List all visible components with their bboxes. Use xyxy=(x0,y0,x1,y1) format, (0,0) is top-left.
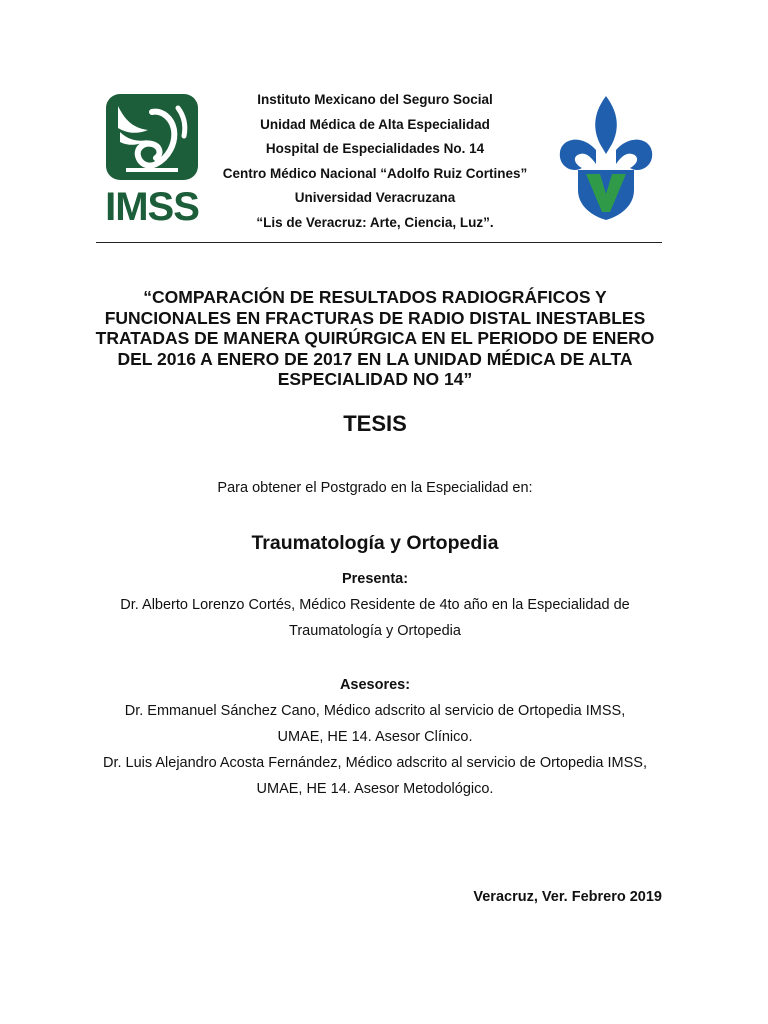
asesores-heading: Asesores: xyxy=(339,677,411,693)
place-date: Veracruz, Ver. Febrero 2019 xyxy=(473,889,662,905)
asesor-line: Dr. Luis Alejandro Acosta Fernández, Médico adscrito al servicio de Ortopedia IMSS, xyxy=(102,755,648,771)
institution-header xyxy=(200,88,550,235)
presenta-line: Traumatología y Ortopedia xyxy=(289,623,461,639)
uv-logo xyxy=(556,94,656,222)
thesis-title xyxy=(80,287,670,390)
title-line: TRATADAS DE MANERA QUIRÚRGICA EN EL PERIODO DE ENERO xyxy=(95,328,655,348)
header-line: Instituto Mexicano del Seguro Social xyxy=(257,92,493,107)
asesor-line: UMAE, HE 14. Asesor Clínico. xyxy=(277,729,473,745)
specialty-name: Traumatología y Ortopedia xyxy=(251,532,499,554)
asesor-line: Dr. Emmanuel Sánchez Cano, Médico adscrito al servicio de Ortopedia IMSS, xyxy=(124,703,626,719)
header-line: Unidad Médica de Alta Especialidad xyxy=(260,116,490,132)
document-type: TESIS xyxy=(343,411,407,436)
presenta-section xyxy=(60,566,690,644)
asesor-line: UMAE, HE 14. Asesor Metodológico. xyxy=(256,781,494,797)
header-line: Universidad Veracruzana xyxy=(294,190,456,205)
purpose-text: Para obtener el Postgrado en la Especialidad en: xyxy=(217,480,533,496)
title-line: DEL 2016 A ENERO DE 2017 EN LA UNIDAD MÉDICA DE ALTA xyxy=(117,348,633,369)
header-line: Centro Médico Nacional “Adolfo Ruiz Cortines” xyxy=(222,165,528,181)
imss-logo-text: IMSS xyxy=(105,185,199,224)
title-line: “COMPARACIÓN DE RESULTADOS RADIOGRÁFICOS Y xyxy=(143,287,607,307)
title-line: ESPECIALIDAD NO 14” xyxy=(277,369,473,389)
header-line: “Lis de Veracruz: Arte, Ciencia, Luz”. xyxy=(256,214,494,230)
header-line: Hospital de Especialidades No. 14 xyxy=(265,141,485,156)
imss-logo xyxy=(104,92,200,224)
title-line: FUNCIONALES EN FRACTURAS DE RADIO DISTAL INESTABLES xyxy=(104,307,646,328)
asesores-section xyxy=(60,672,690,802)
presenta-line: Dr. Alberto Lorenzo Cortés, Médico Residente de 4to año en la Especialidad de xyxy=(120,597,630,613)
header-divider xyxy=(96,242,662,243)
presenta-heading: Presenta: xyxy=(341,571,409,587)
